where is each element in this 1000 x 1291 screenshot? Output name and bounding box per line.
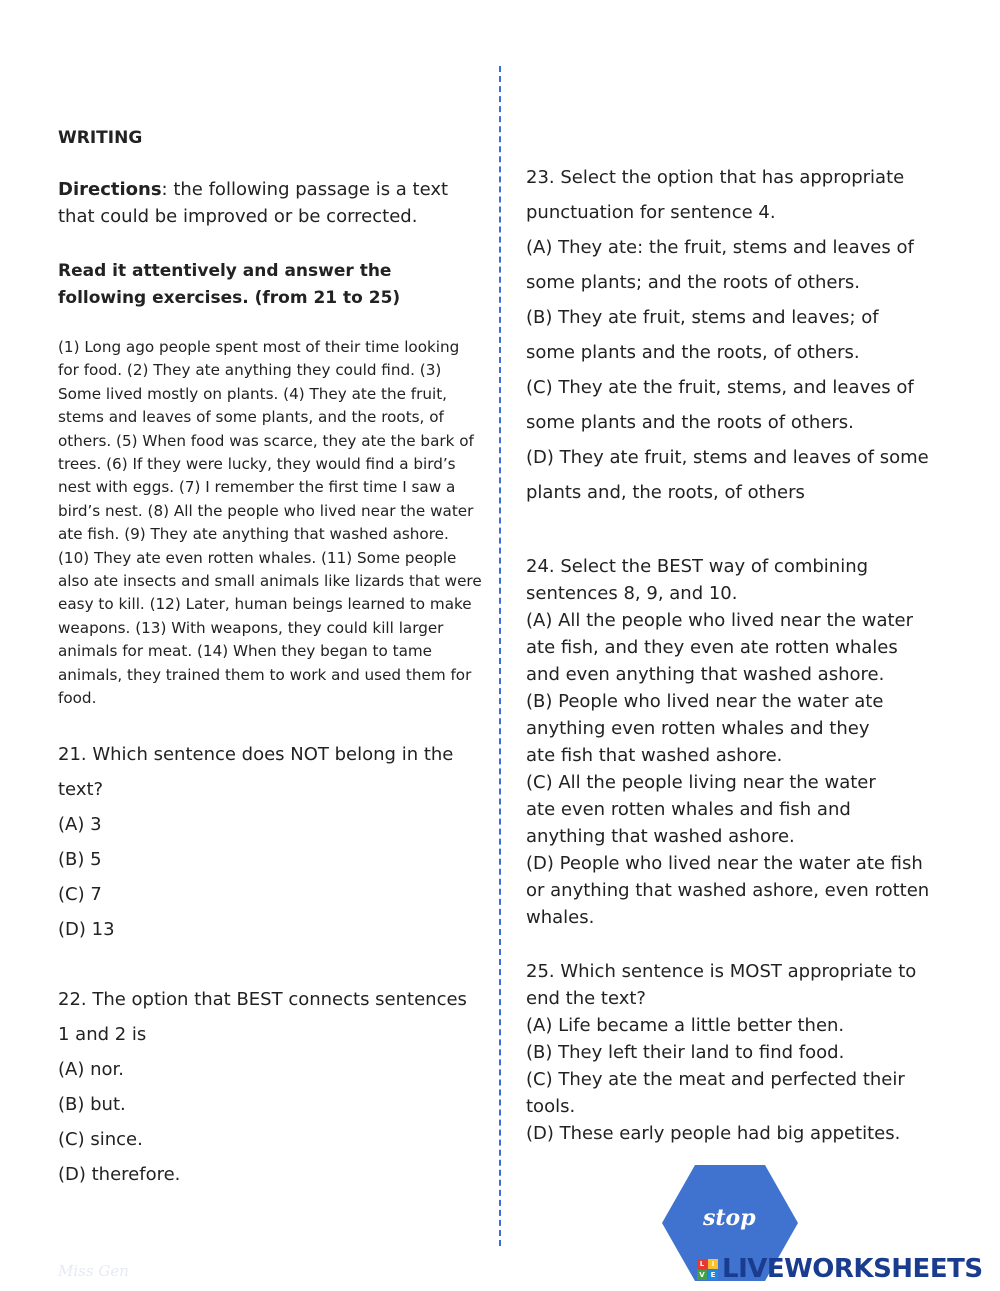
option-21-c[interactable]: (C) 7 xyxy=(58,883,102,905)
option-22-b[interactable]: (B) but. xyxy=(58,1093,126,1115)
question-25-line: 25. Which sentence is MOST appropriate to xyxy=(526,961,917,982)
section-heading: WRITING xyxy=(58,128,143,148)
question-24 xyxy=(526,553,956,931)
option-24-d[interactable]: (D) People who lived near the water ate fish xyxy=(526,853,923,874)
option-23-a[interactable]: (A) They ate: the fruit, stems and leaves of xyxy=(526,237,914,258)
option-21-b[interactable]: (B) 5 xyxy=(58,848,102,870)
option-22-c[interactable]: (C) since. xyxy=(58,1128,143,1150)
option-25-c[interactable]: (C) They ate the meat and perfected their xyxy=(526,1069,905,1090)
read-instruction: Read it attentively and answer the following exercises. (from 21 to 25) xyxy=(58,261,401,308)
option-23-a-cont: some plants; and the roots of others. xyxy=(526,272,860,293)
option-23-d-cont: plants and, the roots, of others xyxy=(526,482,805,503)
question-25 xyxy=(526,958,956,1147)
footer-signature: Miss Gen xyxy=(58,1262,129,1280)
option-24-b-cont: anything even rotten whales and they xyxy=(526,718,870,739)
question-22-line: 22. The option that BEST connects sentences xyxy=(58,988,467,1010)
option-25-b[interactable]: (B) They left their land to find food. xyxy=(526,1042,845,1063)
option-21-a[interactable]: (A) 3 xyxy=(58,813,102,835)
option-24-c[interactable]: (C) All the people living near the water xyxy=(526,772,876,793)
option-23-c-cont: some plants and the roots of others. xyxy=(526,412,854,433)
option-25-a[interactable]: (A) Life became a little better then. xyxy=(526,1015,845,1036)
option-24-d-cont: whales. xyxy=(526,907,595,928)
option-25-d[interactable]: (D) These early people had big appetites. xyxy=(526,1123,901,1144)
option-24-d-cont: or anything that washed ashore, even rotten xyxy=(526,880,930,901)
directions-label: Directions xyxy=(58,179,162,200)
option-22-a[interactable]: (A) nor. xyxy=(58,1058,124,1080)
option-23-b-cont: some plants and the roots, of others. xyxy=(526,342,860,363)
option-23-c[interactable]: (C) They ate the fruit, stems, and leaves of xyxy=(526,377,914,398)
option-24-a[interactable]: (A) All the people who lived near the water xyxy=(526,610,914,631)
question-24-line: 24. Select the BEST way of combining xyxy=(526,556,869,577)
logo-squares-icon xyxy=(697,1259,718,1280)
right-column xyxy=(526,160,956,1147)
directions-text: : the following passage is a text that could be improved or be corrected. xyxy=(58,179,449,227)
question-24-line: sentences 8, 9, and 10. xyxy=(526,583,738,604)
question-21-line: 21. Which sentence does NOT belong in the xyxy=(58,743,454,765)
option-24-a-cont: ate fish, and they even ate rotten whales xyxy=(526,637,898,658)
option-21-d[interactable]: (D) 13 xyxy=(58,918,115,940)
option-24-c-cont: anything that washed ashore. xyxy=(526,826,795,847)
question-22-line: 1 and 2 is xyxy=(58,1023,147,1045)
option-24-b-cont: ate fish that washed ashore. xyxy=(526,745,783,766)
stop-button-label[interactable]: stop xyxy=(703,1205,756,1231)
passage: (1) Long ago people spent most of their time looking for food. (2) They ate anything they could find. (3) Some lived mostly on plants. (4) They ate the fruit, stems and leaves of some plants, and the roots, of others. (5) When food was scarce, they ate the bark of trees. (6) If they were lucky, they would find a bird’s nest with eggs. (7) I remember the first time I saw a bird’s nest. (8) All the people who lived near the water ate fish. (9) They ate anything that washed ashore. (10) They ate even rotten whales. (11) Some people also ate insects and small animals like lizards that were easy to kill. (12) Later, human beings learned to make weapons. (13) With weapons, they could kill larger animals for meat. (14) When they began to tame animals, they trained them to work and used them for food. xyxy=(58,338,482,708)
logo-square-e: E xyxy=(708,1270,718,1280)
left-column xyxy=(58,128,483,1192)
option-24-b[interactable]: (B) People who lived near the water ate xyxy=(526,691,884,712)
question-23-line: 23. Select the option that has appropriate xyxy=(526,167,905,188)
option-23-b[interactable]: (B) They ate fruit, stems and leaves; of xyxy=(526,307,879,328)
directions xyxy=(58,176,483,230)
question-23 xyxy=(526,160,956,510)
logo-square-v: V xyxy=(697,1270,707,1280)
column-divider xyxy=(499,66,501,1246)
option-22-d[interactable]: (D) therefore. xyxy=(58,1163,181,1185)
option-25-c-cont: tools. xyxy=(526,1096,576,1117)
option-24-c-cont: ate even rotten whales and fish and xyxy=(526,799,851,820)
question-23-line: punctuation for sentence 4. xyxy=(526,202,776,223)
liveworksheets-logo xyxy=(697,1253,983,1285)
logo-text: LIVEWORKSHEETS xyxy=(722,1254,983,1284)
option-24-a-cont: and even anything that washed ashore. xyxy=(526,664,885,685)
question-21-line: text? xyxy=(58,778,104,800)
question-21 xyxy=(58,737,483,947)
logo-square-l: L xyxy=(697,1259,707,1269)
question-25-line: end the text? xyxy=(526,988,646,1009)
option-23-d[interactable]: (D) They ate fruit, stems and leaves of some xyxy=(526,447,929,468)
question-22 xyxy=(58,982,483,1192)
logo-square-i: I xyxy=(708,1259,718,1269)
